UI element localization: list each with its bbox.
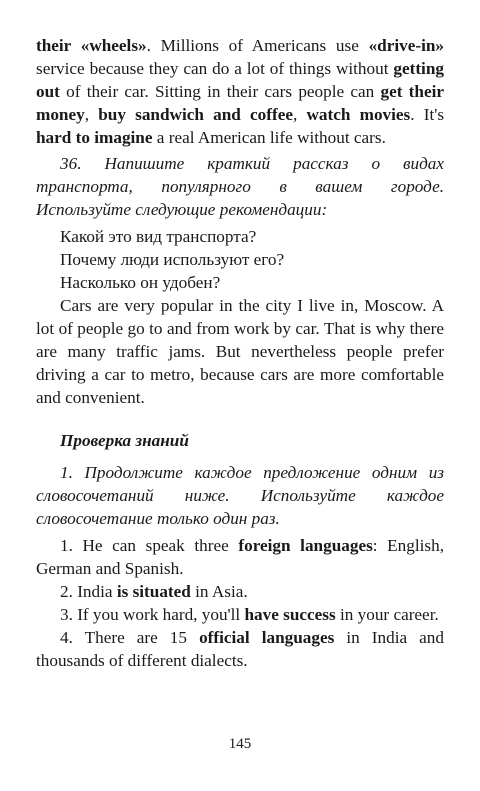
bold-phrase: buy sandwich and coffee <box>98 105 293 124</box>
text-run: of their car. Sitting in their cars people can <box>59 82 381 101</box>
sentence-3 <box>36 603 444 626</box>
text-run: in India and thousands of different dialects. <box>36 628 444 670</box>
bold-phrase: «drive-in» <box>368 36 444 55</box>
task-1-instruction: 1. Продолжите каждое предложение одним из словосочетаний ниже. Используйте каждое словосочетание только один раз. <box>36 463 444 528</box>
sentence-2 <box>36 580 444 603</box>
text-run: in your career. <box>335 605 439 624</box>
bold-phrase: have success <box>244 605 336 624</box>
text-run: , <box>292 105 307 124</box>
bold-phrase: foreign languages <box>238 536 373 555</box>
text-run: 1. He can speak three <box>60 536 239 555</box>
page-number: 145 <box>228 736 252 752</box>
bold-phrase: hard to imagine <box>36 128 153 147</box>
text-run: a real American life without cars. <box>152 128 386 147</box>
question-2: Почему люди используют его? <box>60 250 285 269</box>
question-3: Насколько он удобен? <box>60 273 221 292</box>
paragraph-drive-in <box>36 34 444 149</box>
bold-phrase: getting out <box>36 59 444 101</box>
section-title: Проверка знаний <box>60 431 189 450</box>
sentence-4 <box>36 626 444 672</box>
text-run: 3. If you work hard, you'll <box>60 605 245 624</box>
text-run: : English, German and Spanish. <box>36 536 444 578</box>
text-run: 2. India <box>60 582 117 601</box>
bold-phrase: official languages <box>199 628 335 647</box>
text-run: . Millions of Americans use <box>146 36 369 55</box>
question-1: Какой это вид транспорта? <box>60 227 257 246</box>
task-36-instruction: 36. Напишите краткий рассказ о видах транспорта, популярного в вашем городе. Используйте следующие рекомендации: <box>36 154 444 219</box>
text-run: service because they can do a lot of things without <box>36 59 394 78</box>
text-run: 4. There are 15 <box>60 628 200 647</box>
section-spacer <box>36 409 444 429</box>
bold-phrase: is situated <box>116 582 191 601</box>
text-run: . It's <box>410 105 445 124</box>
text-run: , <box>84 105 99 124</box>
text-run: in Asia. <box>190 582 248 601</box>
answer-paragraph: Cars are very popular in the city I live in, Moscow. A lot of people go to and from work by car. That is why there are many traffic jams. But nevertheless people prefer driving a car to metro, because cars are more comfortable and convenient. <box>36 296 444 407</box>
bold-phrase: watch movies <box>306 105 411 124</box>
sentence-1 <box>36 534 444 580</box>
bold-phrase: their «wheels» <box>36 36 147 55</box>
bold-phrase: get their money <box>36 82 444 124</box>
